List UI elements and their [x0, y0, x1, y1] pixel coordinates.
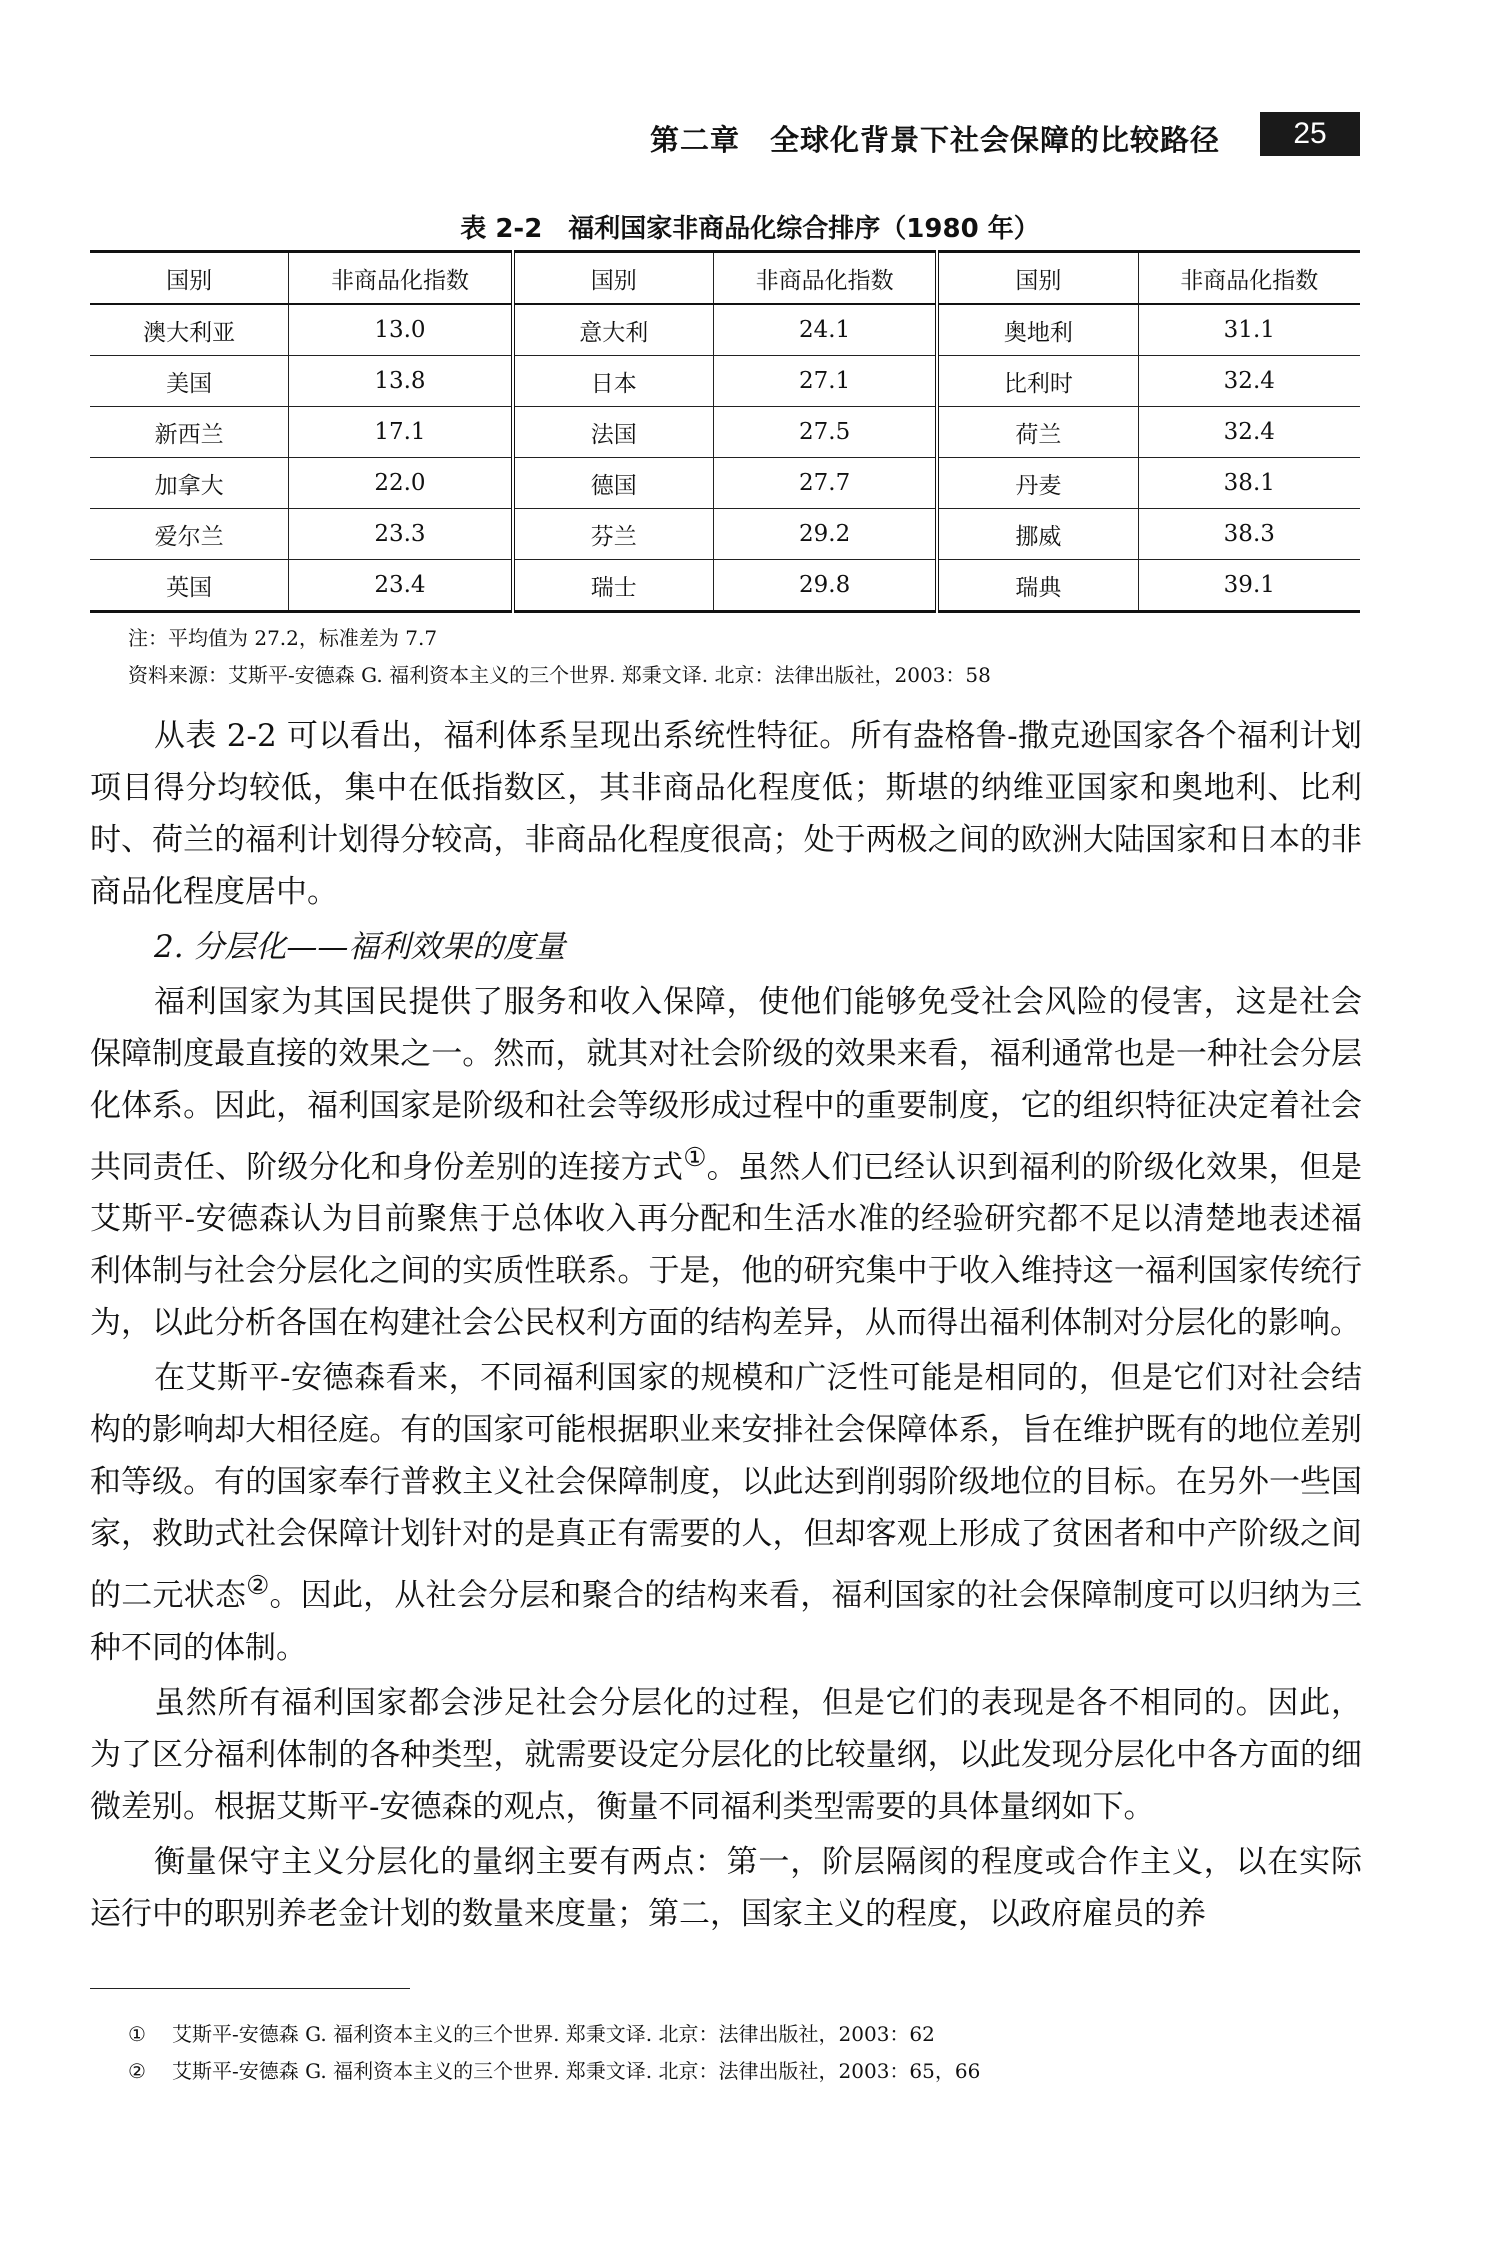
index-cell: 27.1 — [713, 356, 937, 407]
index-cell: 17.1 — [289, 407, 513, 458]
footnote-divider — [90, 1988, 410, 1989]
footnote — [128, 2053, 980, 2090]
footnote-text: 艾斯平-安德森 G. 福利资本主义的三个世界. 郑秉文译. 北京：法律出版社，2003：65，66 — [172, 2059, 981, 2083]
paragraph: 虽然所有福利国家都会涉足社会分层化的过程，但是它们的表现是各不相同的。因此，为了区分福利体制的各种类型，就需要设定分层化的比较量纲，以此发现分层化中各方面的细微差别。根据艾斯平-安德森的观点，衡量不同福利类型需要的具体量纲如下。 — [90, 1684, 1362, 1825]
index-cell: 29.8 — [713, 560, 937, 612]
index-cell: 24.1 — [713, 304, 937, 356]
index-cell: 23.4 — [289, 560, 513, 612]
footnote-ref[interactable]: ② — [246, 1571, 270, 1602]
footnote-mark: ② — [128, 2059, 146, 2083]
country-cell: 法国 — [513, 407, 714, 458]
table-notes — [128, 620, 991, 694]
index-cell: 22.0 — [289, 458, 513, 509]
table-title: 表 2-2 福利国家非商品化综合排序（1980 年） — [460, 214, 1040, 244]
header-index: 非商品化指数 — [289, 252, 513, 305]
country-cell: 德国 — [513, 458, 714, 509]
index-cell: 27.5 — [713, 407, 937, 458]
table-row — [90, 407, 1360, 458]
table-note: 注：平均值为 27.2，标准差为 7.7 — [128, 626, 438, 650]
header-country: 国别 — [937, 252, 1138, 305]
table-source: 资料来源：艾斯平-安德森 G. 福利资本主义的三个世界. 郑秉文译. 北京：法律出版社，2003：58 — [128, 663, 991, 687]
paragraph-text: 福利国家为其国民提供了服务和收入保障，使他们能够免受社会风险的侵害，这是社会保障制度最直接的效果之一。然而，就其对社会阶级的效果来看，福利通常也是一种社会分层化体系。因此，福利国家是阶级和社会等级形成过程中的重要制度，它的组织特征决定着社会共同责任、阶级分化和身份差别的连接方式 — [90, 984, 1362, 1186]
country-cell: 丹麦 — [937, 458, 1138, 509]
paragraph: 从表 2-2 可以看出，福利体系呈现出系统性特征。所有盎格鲁-撒克逊国家各个福利计划项目得分均较低，集中在低指数区，其非商品化程度低；斯堪的纳维亚国家和奥地利、比利时、荷兰的福利计划得分较高，非商品化程度很高；处于两极之间的欧洲大陆国家和日本的非商品化程度居中。 — [90, 718, 1362, 910]
footnotes — [128, 2016, 980, 2090]
paragraph: 衡量保守主义分层化的量纲主要有两点：第一，阶层隔阂的程度或合作主义，以在实际运行中的职别养老金计划的数量来度量；第二，国家主义的程度，以政府雇员的养 — [90, 1843, 1362, 1932]
country-cell: 加拿大 — [90, 458, 289, 509]
country-cell: 瑞典 — [937, 560, 1138, 612]
body-text — [90, 710, 1362, 1943]
index-cell: 32.4 — [1138, 356, 1360, 407]
chapter-title: 第二章 全球化背景下社会保障的比较路径 — [649, 123, 1220, 157]
paragraph — [90, 976, 1362, 1349]
country-cell: 芬兰 — [513, 509, 714, 560]
country-cell: 瑞士 — [513, 560, 714, 612]
footnote-mark: ① — [128, 2022, 146, 2046]
table-row — [90, 458, 1360, 509]
index-cell: 39.1 — [1138, 560, 1360, 612]
country-cell: 奥地利 — [937, 304, 1138, 356]
paragraph-text: 。因此，从社会分层和聚合的结构来看，福利国家的社会保障制度可以归纳为三种不同的体制。 — [90, 1577, 1363, 1666]
paragraph — [90, 1352, 1362, 1673]
index-cell: 23.3 — [289, 509, 513, 560]
paragraph-text: 。虽然人们已经认识到福利的阶级化效果，但是艾斯平-安德森认为目前聚焦于总体收入再分配和生活水准的经验研究都不足以清楚地表述福利体制与社会分层化之间的实质性联系。于是，他的研究集中于收入维持这一福利国家传统行为，以此分析各国在构建社会公民权利方面的结构差异，从而得出福利体制对分层化的影响。 — [90, 1149, 1363, 1342]
country-cell: 荷兰 — [937, 407, 1138, 458]
country-cell: 挪威 — [937, 509, 1138, 560]
page-number: 25 — [1260, 112, 1360, 156]
header-country: 国别 — [513, 252, 714, 305]
index-cell: 32.4 — [1138, 407, 1360, 458]
country-cell: 澳大利亚 — [90, 304, 289, 356]
index-cell: 38.3 — [1138, 509, 1360, 560]
table-header-row — [90, 252, 1360, 305]
table-row — [90, 509, 1360, 560]
table-row — [90, 560, 1360, 612]
footnote-ref[interactable]: ① — [683, 1143, 707, 1173]
section-heading: 2. 分层化——福利效果的度量 — [154, 929, 566, 965]
table-row — [90, 356, 1360, 407]
index-cell: 13.0 — [289, 304, 513, 356]
header-country: 国别 — [90, 252, 289, 305]
running-header — [90, 112, 1360, 162]
index-cell: 31.1 — [1138, 304, 1360, 356]
header-index: 非商品化指数 — [1138, 252, 1360, 305]
country-cell: 日本 — [513, 356, 714, 407]
index-cell: 27.7 — [713, 458, 937, 509]
index-cell: 29.2 — [713, 509, 937, 560]
country-cell: 爱尔兰 — [90, 509, 289, 560]
country-cell: 英国 — [90, 560, 289, 612]
country-cell: 意大利 — [513, 304, 714, 356]
table-row — [90, 304, 1360, 356]
index-cell: 38.1 — [1138, 458, 1360, 509]
country-cell: 美国 — [90, 356, 289, 407]
decommodification-table — [90, 250, 1360, 613]
footnote-text: 艾斯平-安德森 G. 福利资本主义的三个世界. 郑秉文译. 北京：法律出版社，2003：62 — [172, 2022, 935, 2046]
country-cell: 比利时 — [937, 356, 1138, 407]
header-index: 非商品化指数 — [713, 252, 937, 305]
paragraph-text: 在艾斯平-安德森看来，不同福利国家的规模和广泛性可能是相同的，但是它们对社会结构的影响却大相径庭。有的国家可能根据职业来安排社会保障体系，旨在维护既有的地位差别和等级。有的国家奉行普救主义社会保障制度，以此达到削弱阶级地位的目标。在另外一些国家，救助式社会保障计划针对的是真正有需要的人，但却客观上形成了贫困者和中产阶级之间的二元状态 — [90, 1360, 1362, 1614]
index-cell: 13.8 — [289, 356, 513, 407]
country-cell: 新西兰 — [90, 407, 289, 458]
footnote — [128, 2016, 980, 2053]
